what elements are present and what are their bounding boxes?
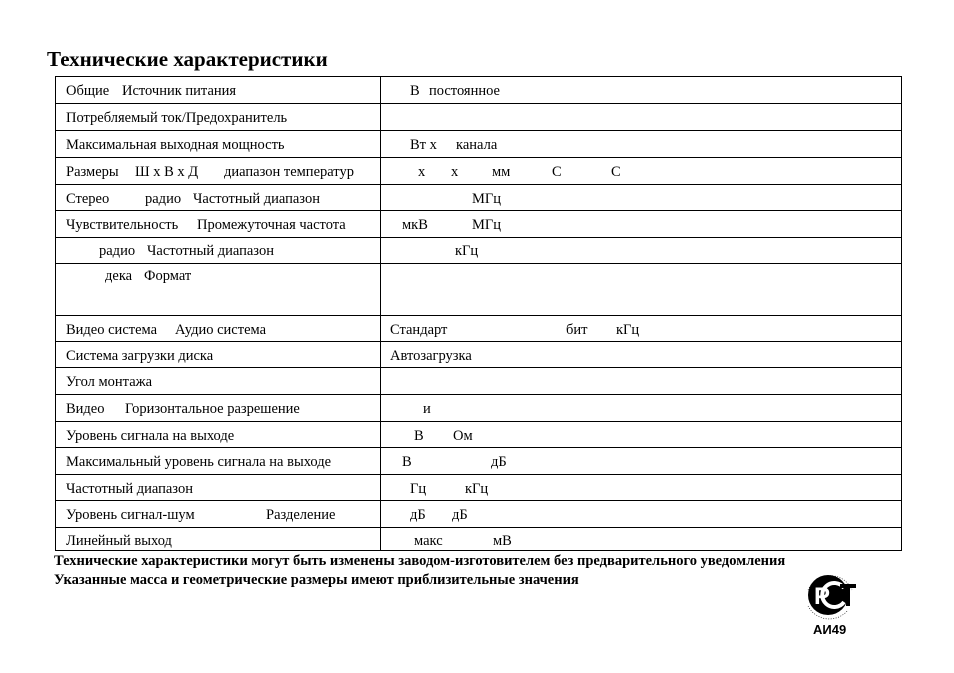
cell-right: дБ	[452, 507, 468, 523]
cell-left: Источник питания	[122, 83, 237, 99]
cell-left: радио	[145, 191, 182, 207]
cell-left: Видео система	[66, 322, 158, 338]
cell-left: радио	[99, 243, 136, 259]
cell-left: Размеры	[66, 164, 119, 180]
cell-right: С	[611, 164, 621, 180]
cell-right: дБ	[491, 454, 507, 470]
cell-left: Максимальная выходная мощность	[66, 137, 285, 153]
svg-text:Р: Р	[814, 583, 831, 610]
cell-left: Формат	[144, 268, 192, 284]
note-approximate-values: Указанные масса и геометрические размеры имеют приблизительные значения	[54, 572, 579, 588]
table-row	[56, 315, 901, 342]
table-row	[56, 341, 901, 368]
cell-left: Горизонтальное разрешение	[125, 401, 300, 417]
cell-left: Линейный выход	[66, 533, 172, 549]
table-row	[56, 367, 901, 395]
cell-right: кГц	[455, 243, 479, 259]
cell-right: макс	[414, 533, 443, 549]
cell-left: Уровень сигнал-шум	[66, 507, 195, 523]
cell-right: Вт х	[410, 137, 437, 153]
table-row	[56, 447, 901, 475]
cell-left: Ш х В х Д	[135, 164, 199, 180]
table-row	[56, 263, 901, 316]
cell-right: кГц	[465, 481, 489, 497]
cell-left: Промежуточная частота	[197, 217, 346, 233]
cell-left: Частотный диапазон	[66, 481, 193, 497]
cell-left: Чувствительность	[66, 217, 179, 233]
table-row	[56, 474, 901, 501]
table-row	[56, 500, 901, 528]
cell-right: В	[410, 83, 420, 99]
cell-left: Максимальный уровень сигнала на выходе	[66, 454, 332, 470]
cell-left: Стерео	[66, 191, 110, 207]
table-row	[56, 103, 901, 131]
table-row	[56, 237, 901, 264]
cell-right: Стандарт	[390, 322, 448, 338]
table-row	[56, 130, 901, 158]
cell-right: х	[451, 164, 459, 180]
cell-right: дБ	[410, 507, 426, 523]
cell-right: МГц	[472, 217, 502, 233]
cell-right: постоянное	[429, 83, 500, 99]
table-row	[56, 184, 901, 211]
cell-right: Ом	[453, 428, 473, 444]
cell-left: Видео	[66, 401, 105, 417]
cell-left: диапазон температур	[224, 164, 354, 180]
table-row	[56, 77, 901, 103]
table-row	[56, 527, 901, 552]
cell-right: и	[423, 401, 431, 417]
table-row	[56, 394, 901, 422]
cell-left: Аудио система	[175, 322, 267, 338]
cell-left: Система загрузки диска	[66, 348, 214, 364]
cell-right: канала	[456, 137, 498, 153]
cell-right: х	[418, 164, 426, 180]
cell-left: дека	[105, 268, 133, 284]
cell-left: Разделение	[266, 507, 336, 523]
cell-right: В	[414, 428, 424, 444]
cell-right: мВ	[493, 533, 512, 549]
cell-right: В	[402, 454, 412, 470]
cell-left: Угол монтажа	[66, 374, 153, 390]
cell-left: Частотный диапазон	[193, 191, 320, 207]
certification-code: АИ49	[813, 622, 847, 637]
specifications-table	[55, 76, 902, 551]
cell-right: МГц	[472, 191, 502, 207]
cell-right: мкВ	[402, 217, 428, 233]
cell-left: Частотный диапазон	[147, 243, 274, 259]
cell-left: Уровень сигнала на выходе	[66, 428, 235, 444]
cell-right: Автозагрузка	[390, 348, 472, 364]
note-specs-may-change: Технические характеристики могут быть изменены заводом-изготовителем без предварительного уведомления	[54, 553, 786, 569]
cell-right: мм	[492, 164, 511, 180]
cell-left: Общие	[66, 83, 110, 99]
cell-right: С	[552, 164, 562, 180]
table-row	[56, 210, 901, 238]
cell-left: Потребляемый ток/Предохранитель	[66, 110, 288, 126]
cell-right: кГц	[616, 322, 640, 338]
table-row	[56, 421, 901, 448]
cell-right: Гц	[410, 481, 427, 497]
page-title: Технические характеристики	[47, 47, 328, 71]
table-row	[56, 157, 901, 185]
cell-right: бит	[566, 322, 588, 338]
